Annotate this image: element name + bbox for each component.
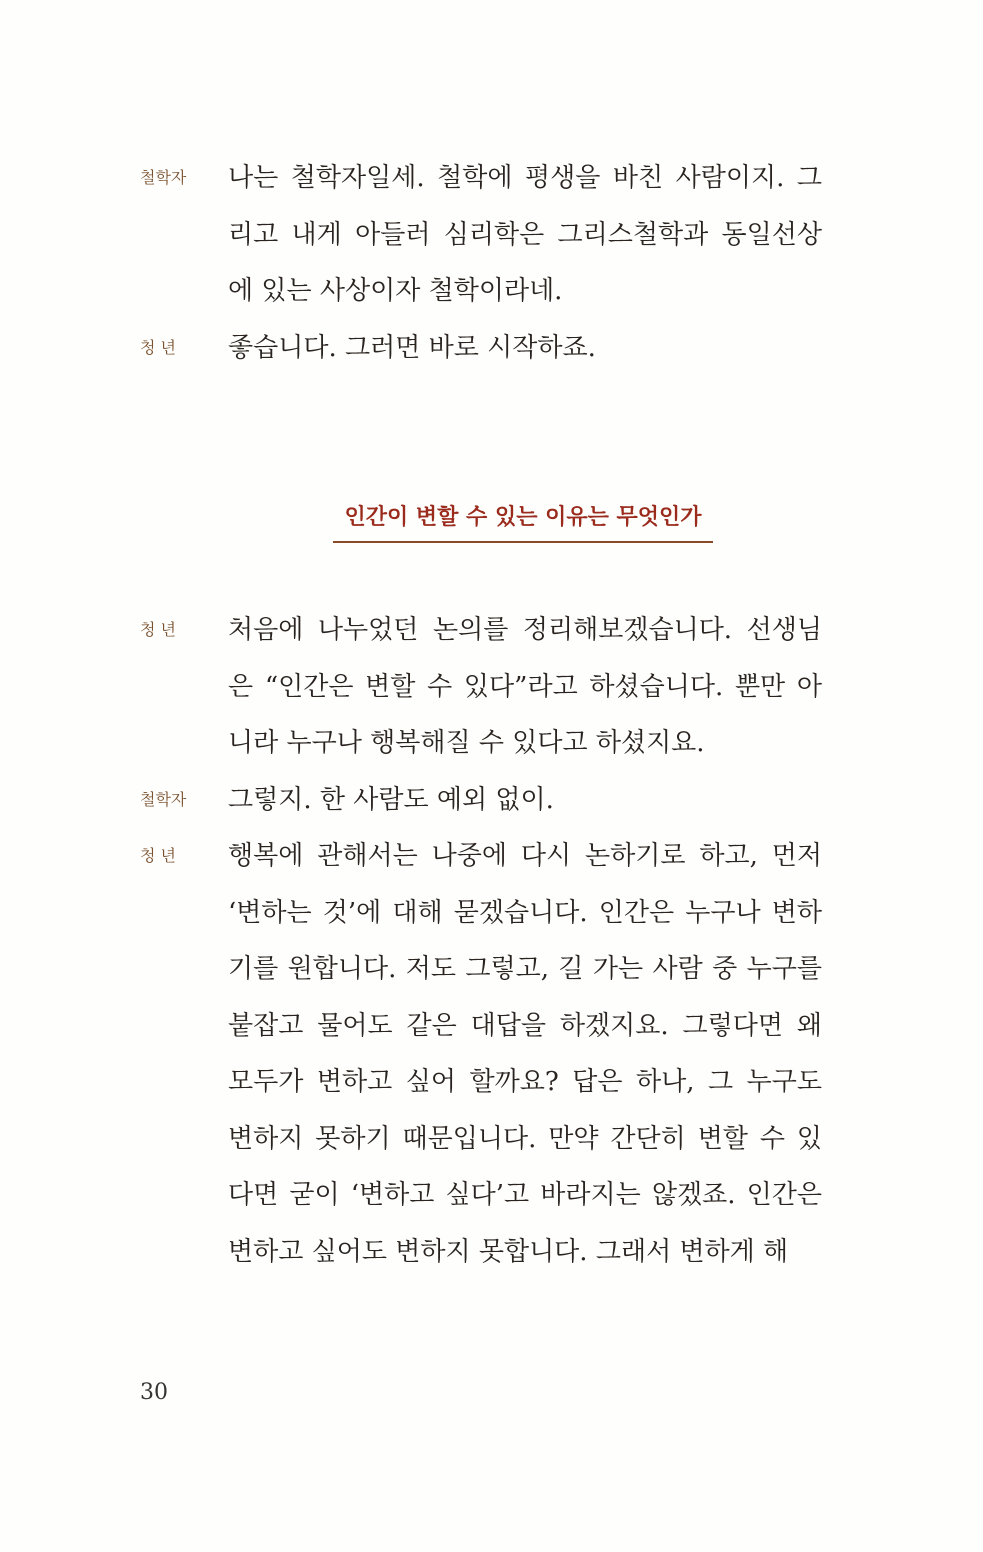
text-line: 그렇지. 한 사람도 예외 없이. bbox=[228, 784, 554, 815]
dialogue-section-2 bbox=[140, 602, 830, 1280]
page-number: 30 bbox=[140, 1380, 168, 1405]
section-heading: 인간이 변할 수 있는 이유는 무엇인가 bbox=[344, 505, 702, 530]
dialogue-turn bbox=[140, 772, 830, 829]
text-line: 처음에 나누었던 논의를 정리해보겠습니다. 선생님 bbox=[228, 615, 822, 645]
text-line: 니라 누구나 행복해질 수 있다고 하셨지요. bbox=[228, 728, 705, 758]
text-line: 에 있는 사상이자 철학이라네. bbox=[228, 276, 563, 306]
text-line: ‘변하는 것’에 대해 묻겠습니다. 인간은 누구나 변하 bbox=[228, 897, 822, 928]
text-line: 은 “인간은 변할 수 있다”라고 하셨습니다. 뿐만 아 bbox=[228, 671, 822, 702]
text-line: 기를 원합니다. 저도 그렇고, 길 가는 사람 중 누구를 bbox=[228, 954, 822, 984]
dialogue-turn bbox=[140, 320, 830, 377]
dialogue-turn bbox=[140, 828, 830, 1280]
speaker-label: 청 년 bbox=[140, 846, 176, 865]
text-line: 나는 철학자일세. 철학에 평생을 바친 사람이지. 그 bbox=[228, 163, 822, 193]
speaker-label: 청 년 bbox=[140, 620, 176, 639]
text-line: 좋습니다. 그러면 바로 시작하죠. bbox=[228, 332, 596, 363]
heading-underline bbox=[333, 541, 713, 543]
speaker-label: 철학자 bbox=[140, 168, 187, 187]
dialogue-turn bbox=[140, 602, 830, 772]
text-line: 변하지 못하기 때문입니다. 만약 간단히 변할 수 있 bbox=[228, 1123, 822, 1154]
text-line: 변하고 싶어도 변하지 못합니다. 그래서 변하게 해 bbox=[228, 1236, 789, 1267]
text-line: 다면 굳이 ‘변하고 싶다’고 바라지는 않겠죠. 인간은 bbox=[228, 1180, 822, 1210]
text-line: 붙잡고 물어도 같은 대답을 하겠지요. 그렇다면 왜 bbox=[228, 1010, 822, 1041]
dialogue-section-1 bbox=[140, 150, 830, 376]
text-line: 모두가 변하고 싶어 할까요? 답은 하나, 그 누구도 bbox=[228, 1067, 822, 1097]
speaker-label: 철학자 bbox=[140, 789, 187, 809]
text-line: 행복에 관해서는 나중에 다시 논하기로 하고, 먼저 bbox=[228, 841, 822, 871]
text-line: 리고 내게 아들러 심리학은 그리스철학과 동일선상 bbox=[228, 219, 822, 250]
dialogue-turn bbox=[140, 150, 830, 320]
speaker-label: 청 년 bbox=[140, 337, 176, 357]
